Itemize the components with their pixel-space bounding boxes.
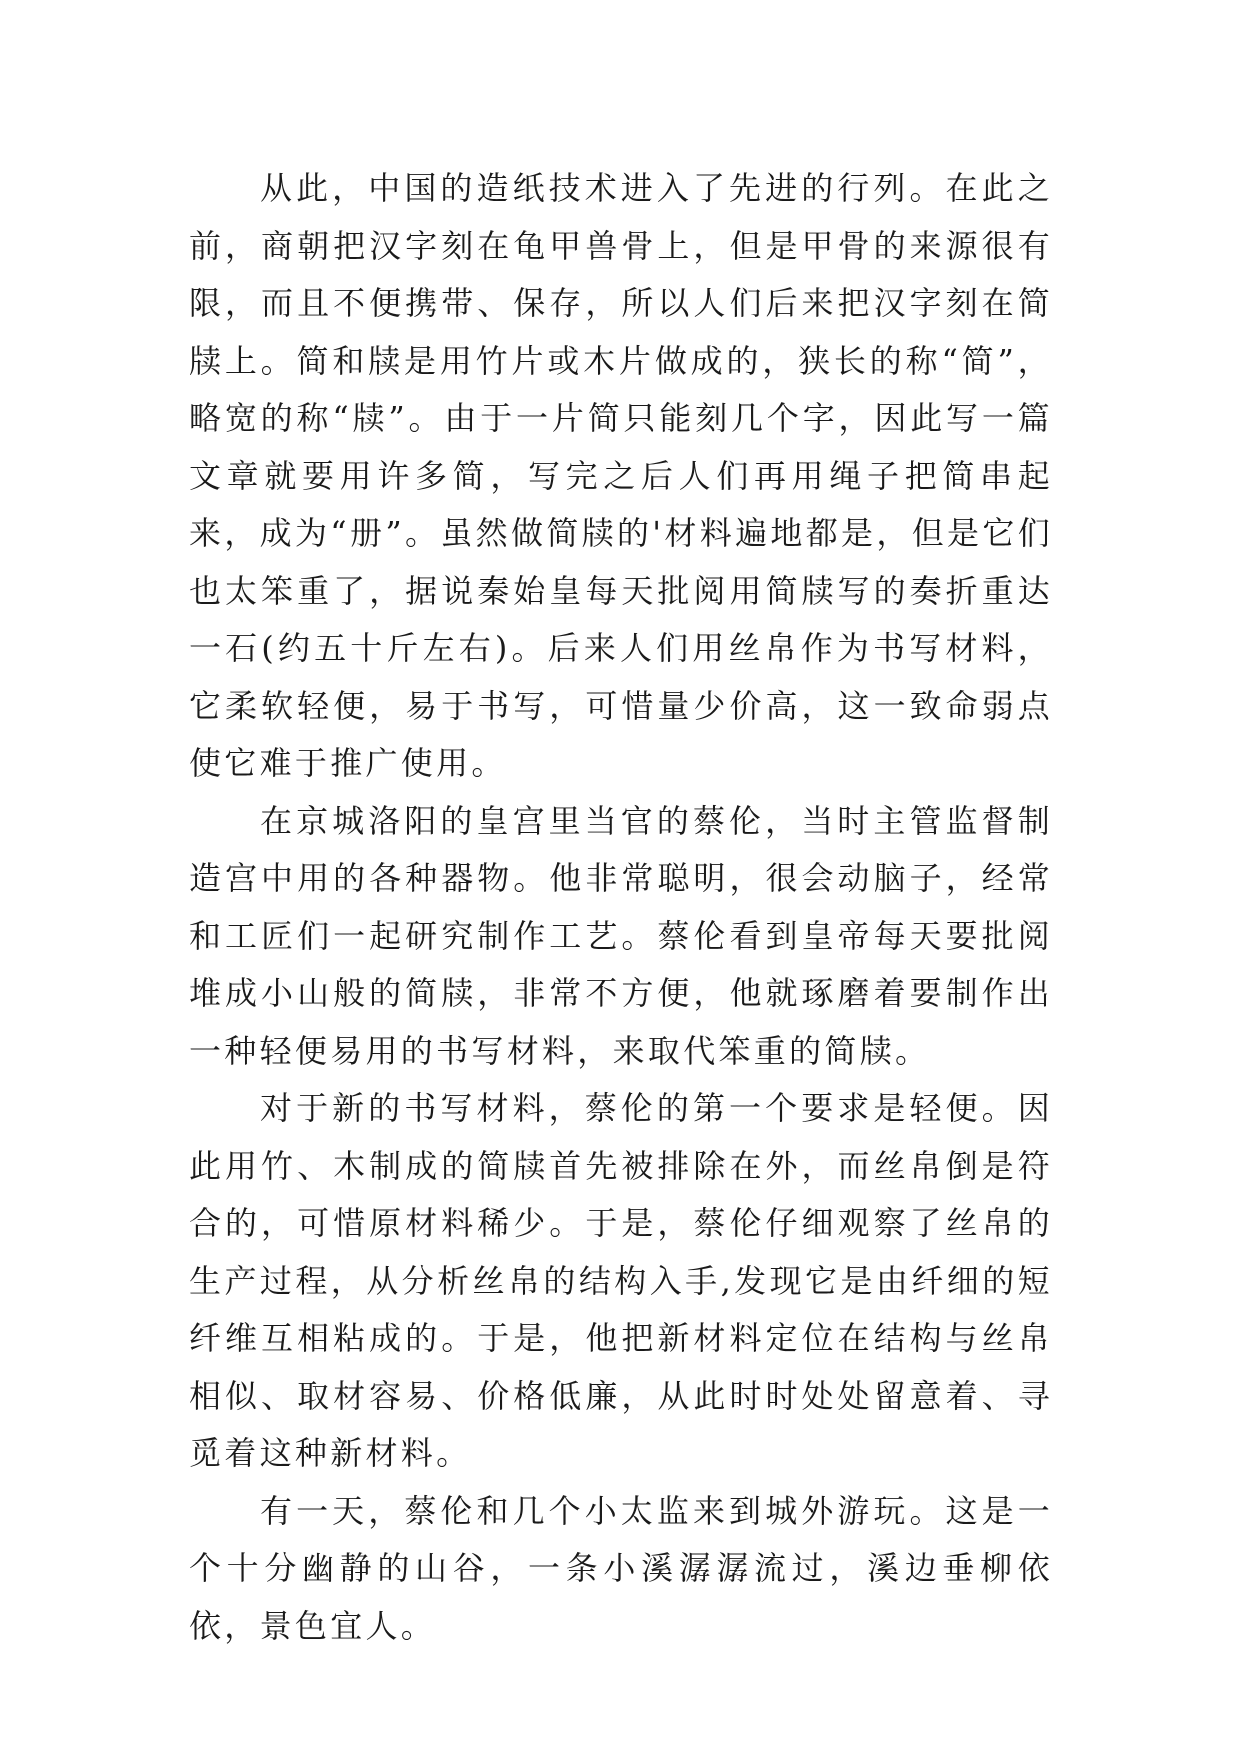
document-body [189, 160, 1053, 1655]
paragraph-3: 对于新的书写材料，蔡伦的第一个要求是轻便。因此用竹、木制成的简牍首先被排除在外，而丝帛倒是符合的，可惜原材料稀少。于是，蔡伦仔细观察了丝帛的生产过程，从分析丝帛的结构入手,发现它是由纤细的短纤维互相粘成的。于是，他把新材料定位在结构与丝帛相似、取材容易、价格低廉，从此时时处处留意着、寻觅着这种新材料。 [189, 1089, 1053, 1472]
paragraph-2: 在京城洛阳的皇宫里当官的蔡伦，当时主管监督制造宫中用的各种器物。他非常聪明，很会动脑子，经常和工匠们一起研究制作工艺。蔡伦看到皇帝每天要批阅堆成小山般的简牍，非常不方便，他就琢磨着要制作出一种轻便易用的书写材料，来取代笨重的简牍。 [189, 801, 1053, 1070]
paragraph-4: 有一天，蔡伦和几个小太监来到城外游玩。这是一个十分幽静的山谷，一条小溪潺潺流过，溪边垂柳依依，景色宜人。 [189, 1491, 1053, 1645]
paragraph-1: 从此，中国的造纸技术进入了先进的行列。在此之前，商朝把汉字刻在龟甲兽骨上，但是甲骨的来源很有限，而且不便携带、保存，所以人们后来把汉字刻在简牍上。简和牍是用竹片或木片做成的，狭长的称“简”，略宽的称“牍”。由于一片简只能刻几个字，因此写一篇文章就要用许多简，写完之后人们再用绳子把简串起来，成为“册”。虽然做简牍的'材料遍地都是，但是它们也太笨重了，据说秦始皇每天批阅用简牍写的奏折重达一石(约五十斤左右)。后来人们用丝帛作为书写材料，它柔软轻便，易于书写，可惜量少价高，这一致命弱点使它难于推广使用。 [189, 169, 1053, 782]
